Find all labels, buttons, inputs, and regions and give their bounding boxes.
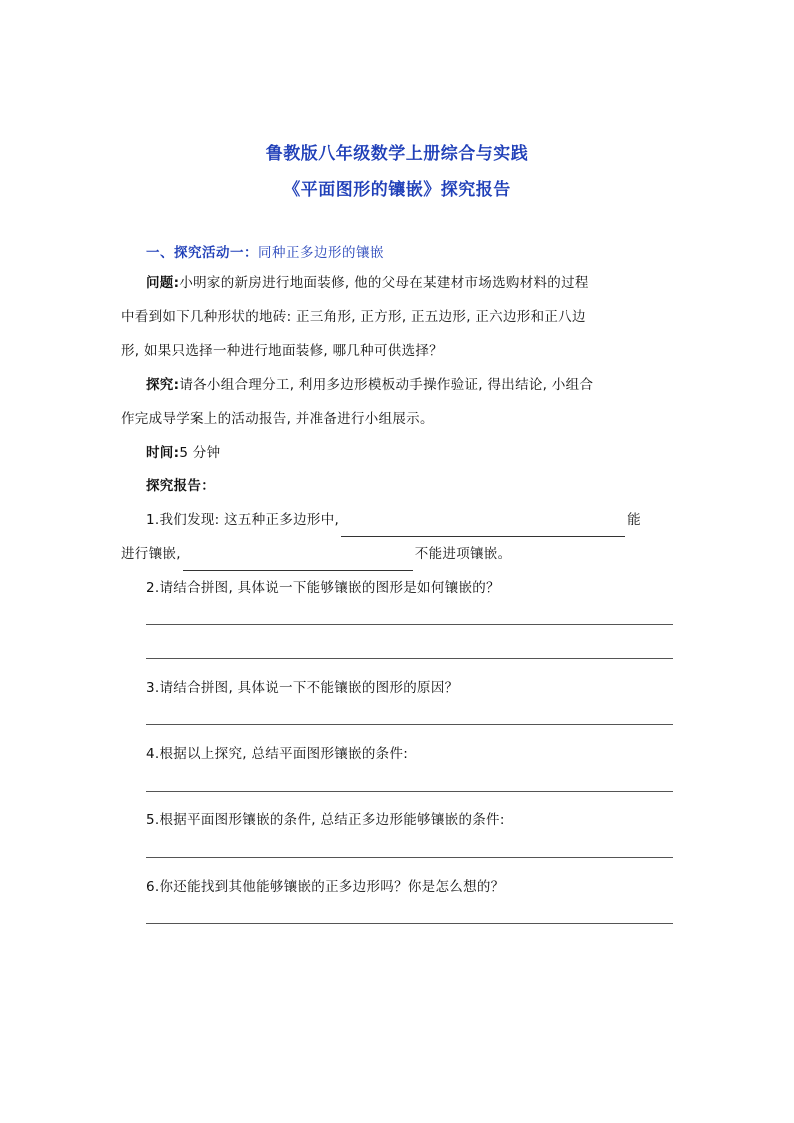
time-line (146, 436, 220, 470)
time-label: 时间: (146, 445, 180, 461)
explore-line-2: 作完成导学案上的活动报告, 并准备进行小组展示。 (121, 411, 434, 427)
question-1-text-3: 进行镶嵌, (121, 546, 181, 562)
explore-label: 探究: (146, 377, 180, 393)
question-1-text-2: 能 (627, 512, 641, 528)
problem-line-1 (146, 266, 589, 300)
answer-line-q4[interactable] (146, 791, 673, 792)
question-1-line-2 (121, 537, 511, 571)
answer-line-q2-1[interactable] (146, 624, 673, 625)
problem-label: 问题: (146, 275, 180, 291)
answer-blank-1[interactable] (341, 521, 625, 537)
question-4: 4.根据以上探究, 总结平面图形镶嵌的条件: (146, 746, 409, 762)
answer-line-q2-2[interactable] (146, 658, 673, 659)
report-label: 探究报告： (146, 478, 215, 494)
section-heading (146, 241, 384, 261)
problem-line-2: 中看到如下几种形状的地砖: 正三角形, 正方形, 正五边形, 正六边形和正八边 (121, 309, 586, 325)
question-1-line-1 (146, 503, 641, 537)
document-subtitle: 《平面图形的镶嵌》探究报告 (283, 180, 511, 200)
answer-line-q6[interactable] (146, 923, 673, 924)
time-value: 5 分钟 (179, 445, 221, 461)
question-1-text-4: 不能进项镶嵌。 (414, 546, 512, 562)
document-title: 鲁教版八年级数学上册综合与实践 (265, 144, 529, 164)
question-6: 6.你还能找到其他能够镶嵌的正多边形吗？你是怎么想的？ (146, 879, 505, 895)
section-title: 同种正多边形的镶嵌 (258, 245, 384, 261)
section-number: 一、 (146, 245, 174, 261)
question-1-text: 1.我们发现: 这五种正多边形中, (146, 512, 340, 528)
question-2: 2.请结合拼图, 具体说一下能够镶嵌的图形是如何镶嵌的？ (146, 580, 500, 596)
answer-line-q3[interactable] (146, 724, 673, 725)
problem-line-3: 形, 如果只选择一种进行地面装修, 哪几种可供选择？ (121, 343, 443, 359)
explore-line-1 (146, 368, 593, 402)
problem-text-1: 小明家的新房进行地面装修, 他的父母在某建材市场选购材料的过程 (179, 275, 589, 291)
question-5: 5.根据平面图形镶嵌的条件, 总结正多边形能够镶嵌的条件: (146, 812, 505, 828)
section-label: 探究活动一： (174, 245, 258, 261)
answer-blank-2[interactable] (183, 555, 413, 571)
answer-line-q5[interactable] (146, 857, 673, 858)
explore-text-1: 请各小组合理分工, 利用多边形模板动手操作验证, 得出结论, 小组合 (179, 377, 594, 393)
question-3: 3.请结合拼图, 具体说一下不能镶嵌的图形的原因？ (146, 680, 459, 696)
